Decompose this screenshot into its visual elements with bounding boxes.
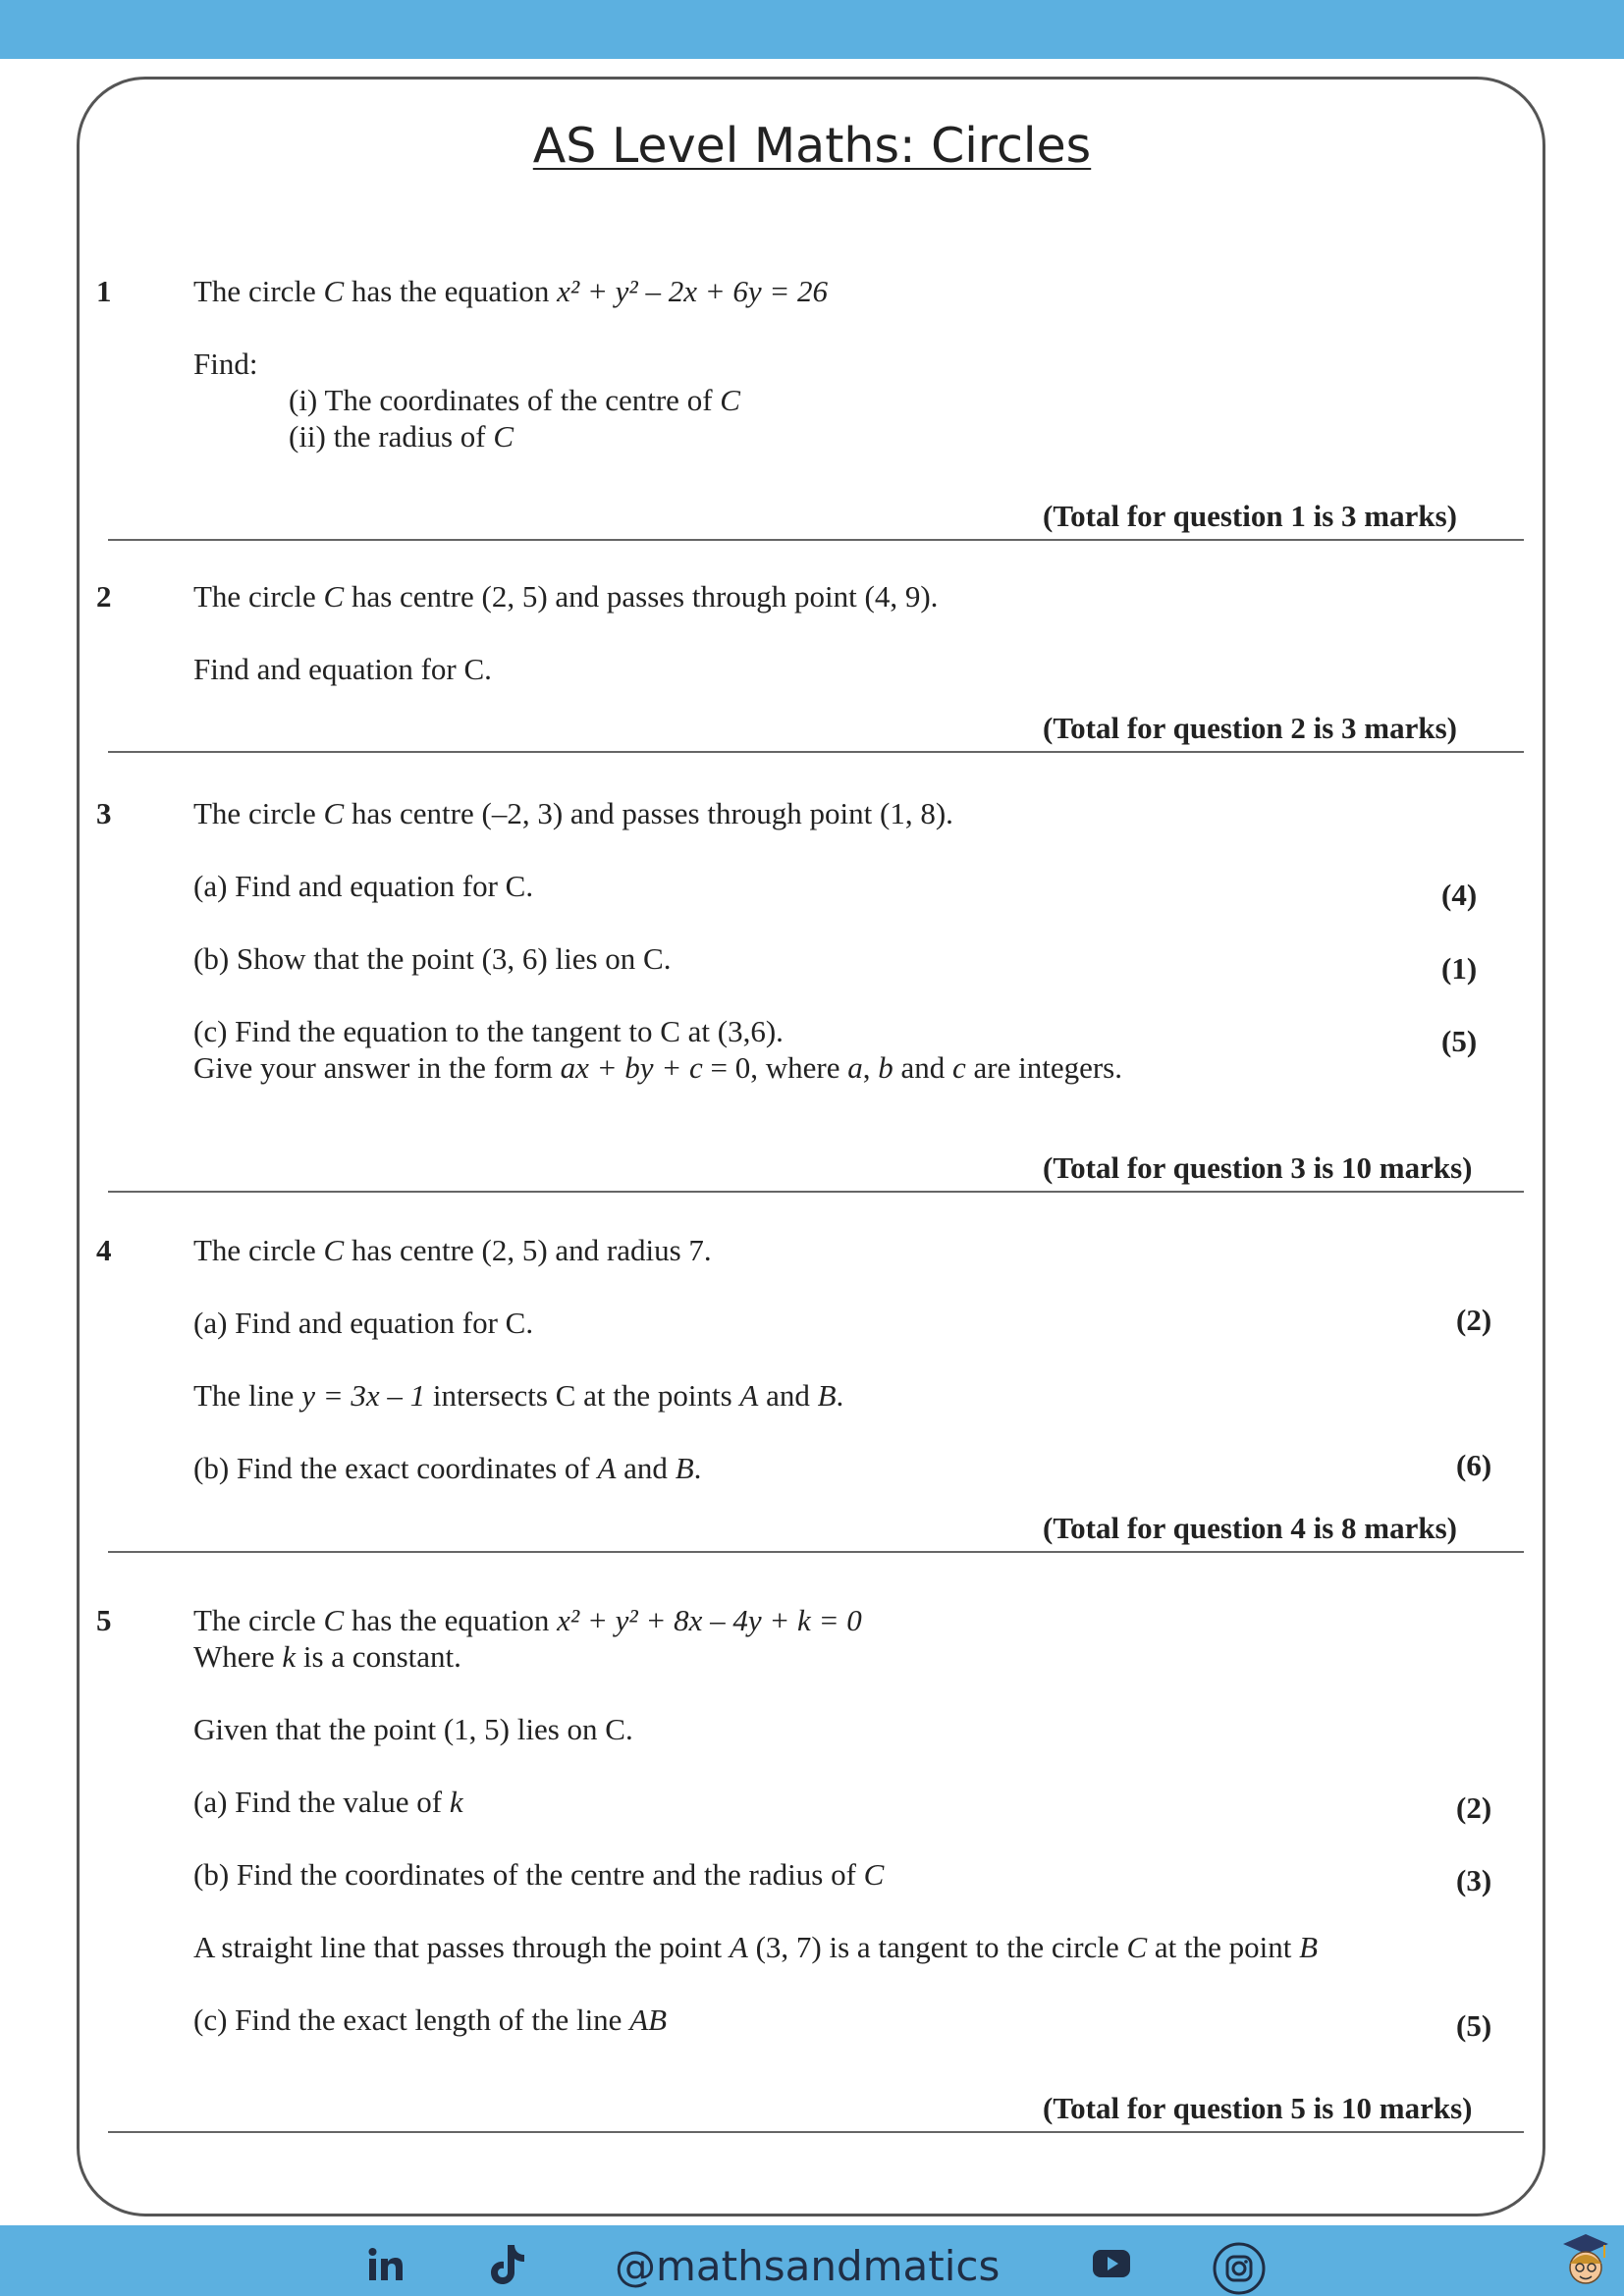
tiktok-icon[interactable] [488, 2242, 527, 2285]
divider [108, 1191, 1524, 1193]
question-3-mark-a: (4) [1441, 878, 1478, 912]
mascot-logo [1557, 2228, 1614, 2293]
question-3-part-c: (c) Find the equation to the tangent to C at (3,6). [193, 1014, 784, 1048]
question-5-equation: x² + y² + 8x – 4y + k = 0 [557, 1603, 862, 1637]
question-3-stem: The circle C has centre (–2, 3) and passes through point (1, 8). [193, 796, 953, 830]
question-4-total: (Total for question 4 is 8 marks) [1043, 1511, 1457, 1545]
question-3-part-c-form: Give your answer in the form ax + by + c = 0, where a, b and c are integers. [193, 1050, 1122, 1085]
question-5-part-c: (c) Find the exact length of the line AB [193, 2002, 668, 2037]
question-1-total: (Total for question 1 is 3 marks) [1043, 499, 1457, 533]
question-3-mark-c: (5) [1441, 1024, 1478, 1058]
question-3-total: (Total for question 3 is 10 marks) [1043, 1150, 1473, 1185]
question-3-part-b: (b) Show that the point (3, 6) lies on C. [193, 941, 672, 976]
question-5-part-b: (b) Find the coordinates of the centre and the radius of C [193, 1857, 885, 1892]
divider [108, 539, 1524, 541]
question-4-part-a: (a) Find and equation for C. [193, 1306, 534, 1340]
question-5-given: Given that the point (1, 5) lies on C. [193, 1712, 633, 1746]
divider [108, 2131, 1524, 2133]
question-1-number: 1 [96, 274, 112, 308]
question-4-mark-a: (2) [1456, 1303, 1492, 1337]
question-2-instruction: Find and equation for C. [193, 652, 492, 686]
question-2-stem: The circle C has centre (2, 5) and passes through point (4, 9). [193, 579, 939, 614]
question-4-stem: The circle C has centre (2, 5) and radius 7. [193, 1233, 712, 1267]
question-5-mark-b: (3) [1456, 1863, 1492, 1897]
question-1-find: Find: [193, 347, 258, 381]
question-4-mark-b: (6) [1456, 1448, 1492, 1482]
question-5-part-a: (a) Find the value of k [193, 1785, 463, 1819]
social-handle: @mathsandmatics [615, 2242, 1001, 2290]
instagram-icon[interactable] [1212, 2241, 1267, 2296]
question-4-part-b: (b) Find the exact coordinates of A and B. [193, 1451, 702, 1485]
top-banner [0, 0, 1624, 59]
question-5-number: 5 [96, 1603, 112, 1637]
question-3-mark-b: (1) [1441, 951, 1478, 986]
question-4-line-info: The line y = 3x – 1 intersects C at the points A and B. [193, 1378, 844, 1413]
question-5-mark-a: (2) [1456, 1790, 1492, 1825]
question-1-equation: x² + y² – 2x + 6y = 26 [557, 274, 829, 308]
question-5-constant: Where k is a constant. [193, 1639, 461, 1674]
question-5-total: (Total for question 5 is 10 marks) [1043, 2091, 1473, 2125]
question-5-stem: The circle C has the equation x² + y² + 8x – 4y + k = 0 [193, 1603, 862, 1637]
divider [108, 751, 1524, 753]
question-5-tangent-info: A straight line that passes through the point A (3, 7) is a tangent to the circle C at the point B [193, 1930, 1319, 1964]
divider [108, 1551, 1524, 1553]
linkedin-icon[interactable] [367, 2246, 405, 2283]
worksheet-title: AS Level Maths: Circles [532, 118, 1092, 174]
question-1-part-ii: (ii) the radius of C [289, 419, 514, 454]
question-2-number: 2 [96, 579, 112, 614]
question-2-total: (Total for question 2 is 3 marks) [1043, 711, 1457, 745]
question-3-part-a: (a) Find and equation for C. [193, 869, 534, 903]
question-5-mark-c: (5) [1456, 2008, 1492, 2043]
youtube-icon[interactable] [1092, 2249, 1131, 2278]
question-3-number: 3 [96, 796, 112, 830]
question-1-part-i: (i) The coordinates of the centre of C [289, 383, 740, 417]
question-4-number: 4 [96, 1233, 112, 1267]
question-1-stem: The circle C has the equation x² + y² – 2x + 6y = 26 [193, 274, 829, 308]
